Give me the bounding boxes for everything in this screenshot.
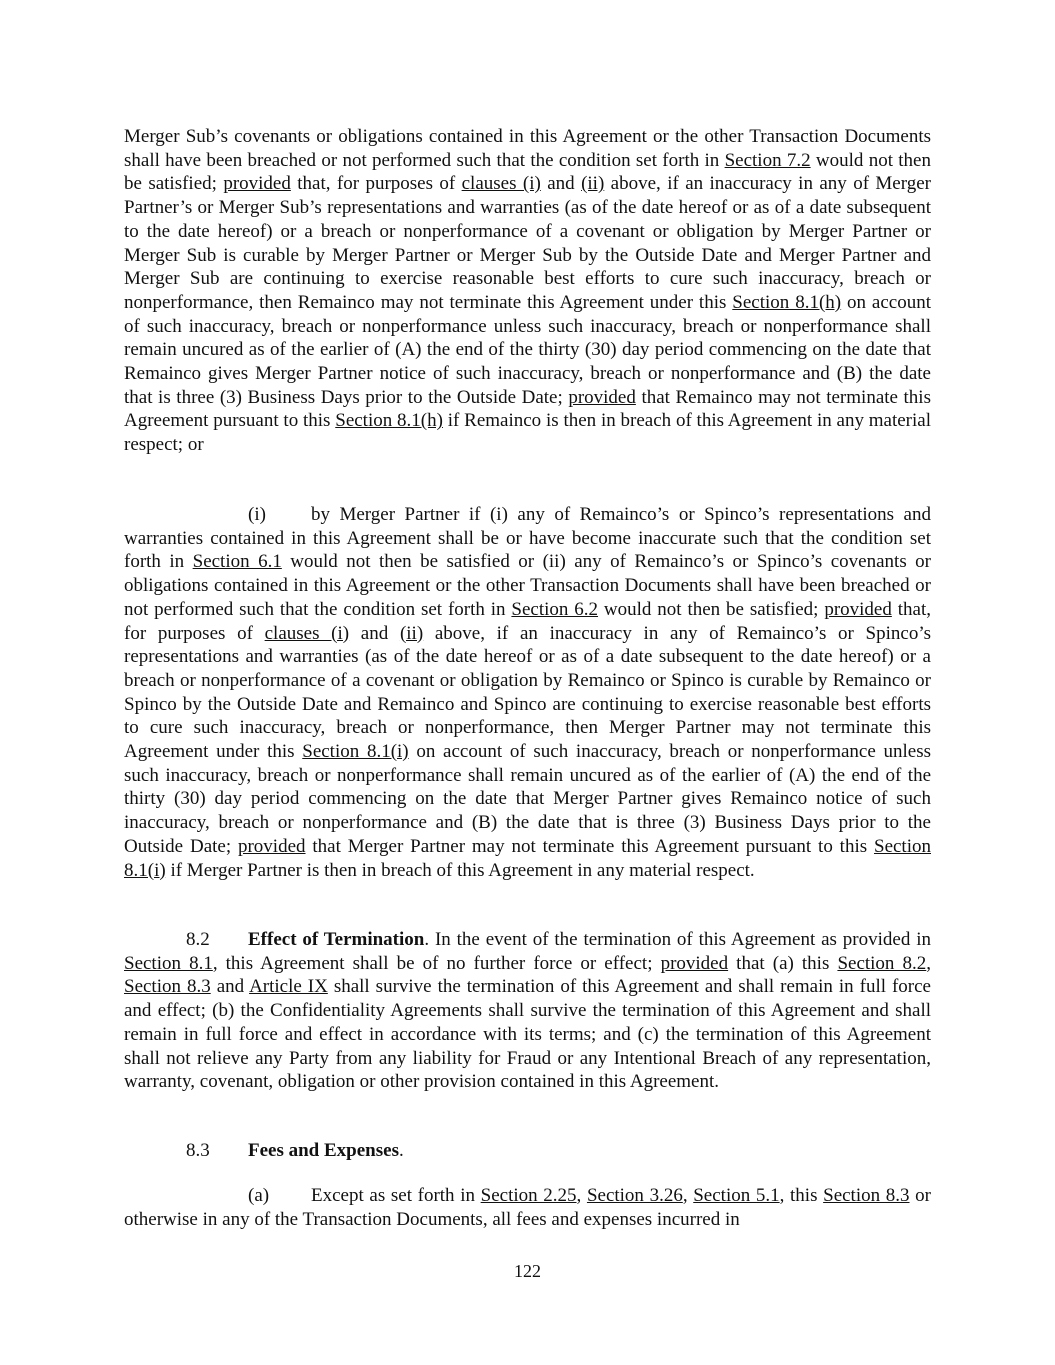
clause-label: (a) (248, 1185, 270, 1206)
section-reference: Section 8.2 (837, 952, 927, 974)
defined-term: provided (660, 952, 729, 974)
defined-term: provided (223, 173, 291, 195)
section-reference: Section 8.3 (124, 976, 211, 998)
section-heading: Effect of Termination (248, 929, 425, 950)
paragraph-clause-i: (i) by Merger Partner if (i) any of Remainco’s or Spinco’s representations and warranties contained in this Agreement shall be or have become inaccurate such that the condition set forth in Section 6.1 would not then be satisfied or (ii) any of Remainco’s or Spinco’s covenants or obligations contained in this Agreement or the other Transaction Documents shall have been breached or not performed such that the condition set forth in Section 6.2 would not then be satisfied; provided that, for purposes of clauses (i) and (ii) above, if an inaccuracy in any of Remainco’s or Spinco’s representations and warranties (as of the date hereof or as of a date subsequent to the date hereof) or a breach or nonperformance of a covenant or obligation by Remainco or Spinco is curable by Remainco or Spinco by the Outside Date and Remainco and Spinco are continuing to exercise reasonable best efforts to cure such inaccuracy, breach or nonperformance, then Merger Partner may not terminate this Agreement under this Section 8.1(i) on account of such inaccuracy, breach or nonperformance unless such inaccuracy, breach or nonperformance shall remain uncured as of the earlier of (A) the end of the thirty (30) day period commencing on the date that Merger Partner gives Remainco notice of such inaccuracy, breach or nonperformance and (B) the date that is three (3) Business Days prior to the Outside Date; provided that Merger Partner may not terminate this Agreement pursuant to this Section 8.1(i) if Merger Partner is then in breach of this Agreement in any material respect. (124, 504, 932, 881)
page-number: 122 (514, 1261, 541, 1281)
clause-reference: clauses (i) (461, 173, 541, 195)
paragraph-remainco-termination-right: Merger Sub’s covenants or obligations contained in this Agreement or the other Transaction Documents shall have been breached or not performed such that the condition set forth in Section 7.2 would not then be satisfied; provided that, for purposes of clauses (i) and (ii) above, if an inaccuracy in any of Merger Partner’s or Merger Sub’s representations and warranties (as of the date hereof or as of a date subsequent to the date hereof) or a breach or nonperformance of a covenant or obligation by Merger Partner or Merger Sub is curable by Merger Partner or Merger Sub by the Outside Date and Merger Partner and Merger Sub are continuing to exercise reasonable best efforts to cure such inaccuracy, breach or nonperformance, then Remainco may not terminate this Agreement under this Section 8.1(h) on account of such inaccuracy, breach or nonperformance unless such inaccuracy, breach or nonperformance shall remain uncured as of the earlier of (A) the end of the thirty (30) day period commencing on the date that Remainco gives Merger Partner notice of such inaccuracy, breach or nonperformance and (B) the date that is three (3) Business Days prior to the Outside Date; provided that Remainco may not terminate this Agreement pursuant to this Section 8.1(h) if Remainco is then in breach of this Agreement in any material respect; or (124, 126, 931, 456)
section-number: 8.3 (186, 1140, 210, 1161)
defined-term: provided (824, 598, 892, 620)
section-reference: Section 6.2 (511, 598, 599, 620)
clause-label: (i) (248, 504, 266, 525)
section-reference: Section 3.26 (586, 1185, 683, 1206)
section-number: 8.2 (186, 929, 210, 950)
section-reference: Section 8.1(h) (335, 410, 443, 432)
section-heading: Fees and Expenses (248, 1140, 399, 1161)
clause-reference: (ii) (399, 622, 424, 644)
defined-term: provided (237, 835, 306, 857)
section-reference: Section 7.2 (724, 149, 811, 171)
section-reference: Section 8.1(h) (732, 291, 842, 313)
section-reference: Section 8.1 (124, 952, 213, 974)
section-reference: Section 8.1(i) (302, 741, 409, 763)
paragraph-clause-a: (a) Except as set forth in Section 2.25, Section 3.26, Section 5.1, this Section 8.3 or otherwise in any of the Transaction Documents, all fees and expenses incurred in (124, 1185, 931, 1230)
section-reference: Section 2.25 (480, 1185, 577, 1206)
clause-reference: clauses (i) (264, 622, 350, 644)
clause-reference: (ii) (581, 173, 605, 195)
defined-term: provided (568, 386, 636, 408)
section-reference: Section 5.1 (693, 1185, 780, 1206)
section-reference: Section 8.3 (823, 1185, 910, 1206)
section-reference: Section 8.1(i) (124, 835, 931, 881)
section-reference: Section 6.1 (192, 551, 282, 573)
section-8-2-paragraph: 8.2 Effect of Termination. In the event of the termination of this Agreement as provided in Section 8.1, this Agreement shall be of no further force or effect; provided that (a) this Section 8.2, Section 8.3 and Article IX shall survive the termination of this Agreement and shall remain in full force and effect; (b) the Confidentiality Agreements shall survive the termination of this Agreement and shall remain in full force and effect in accordance with its terms; and (c) the termination of this Agreement shall not relieve any Party from any liability for Fraud or any Intentional Breach of any representation, warranty, covenant, obligation or other provision contained in this Agreement. (124, 929, 932, 1093)
article-reference: Article IX (249, 976, 328, 998)
section-8-3-heading: 8.3 Fees and Expenses. (186, 1140, 404, 1161)
